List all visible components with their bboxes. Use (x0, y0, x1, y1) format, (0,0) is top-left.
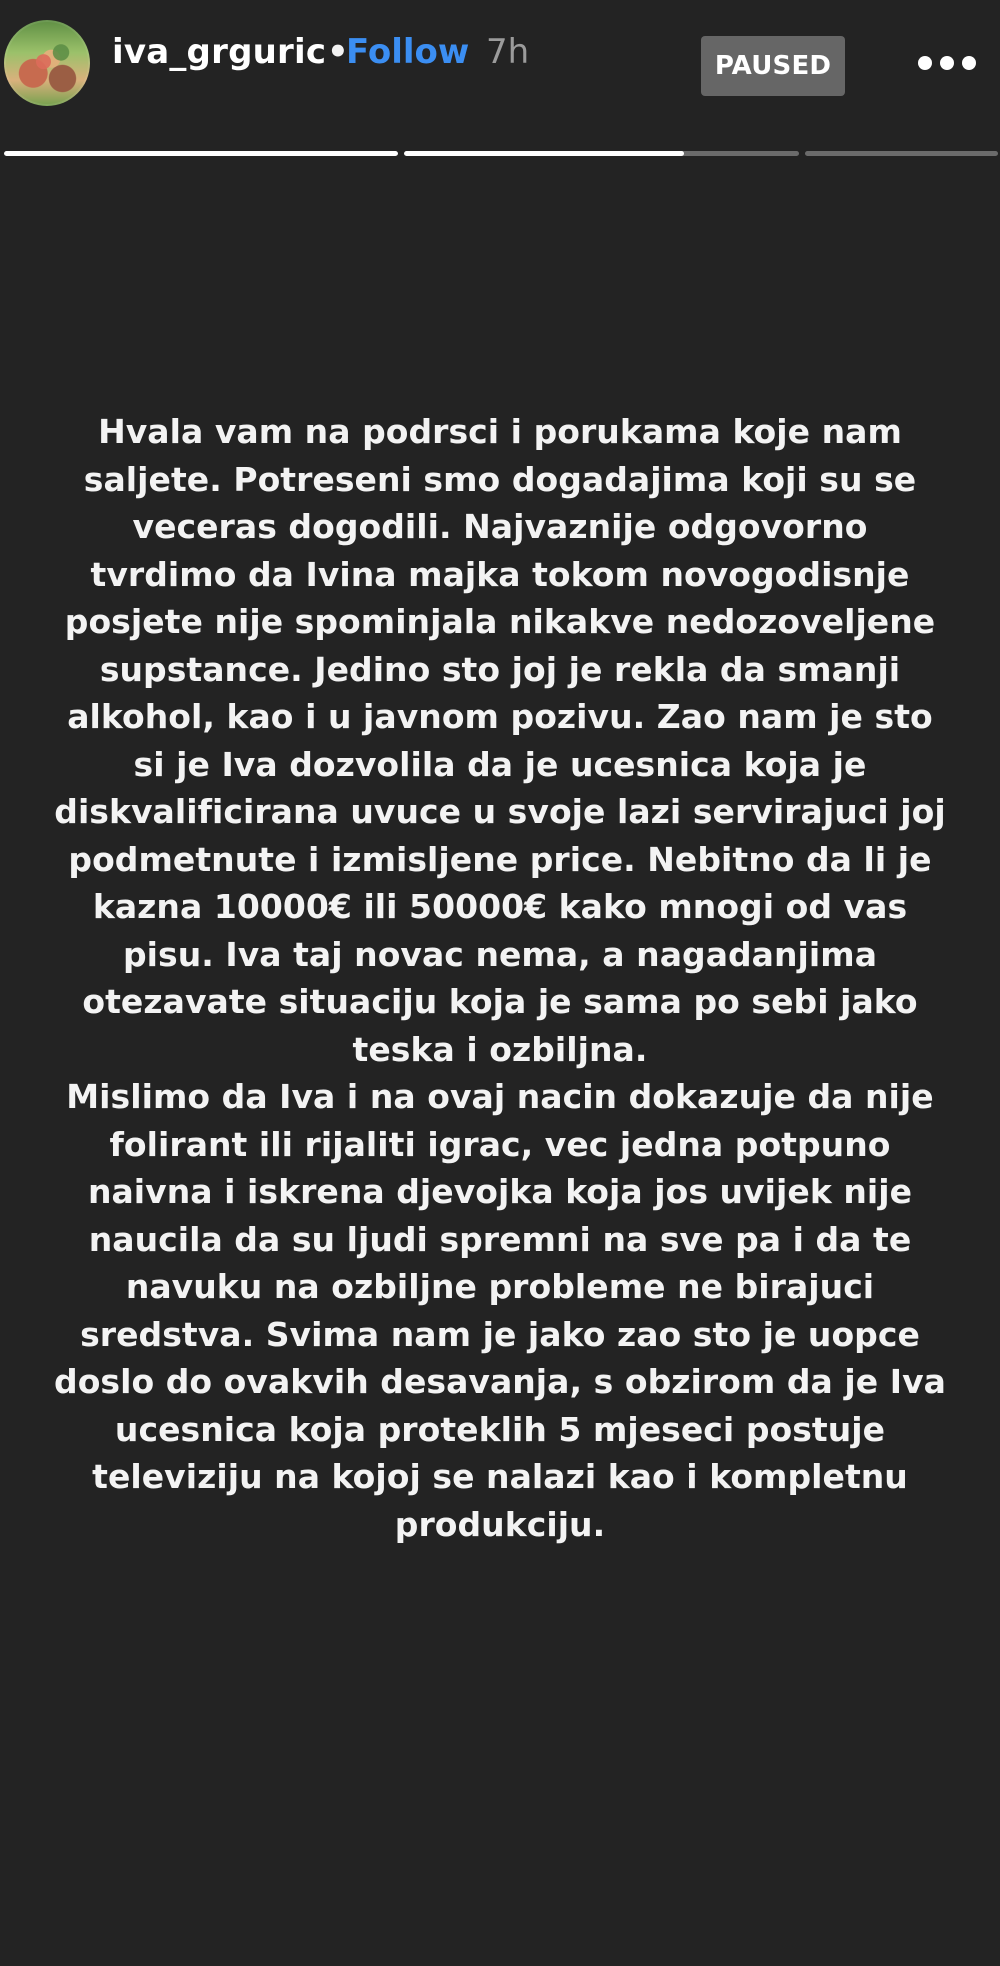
message-line: posjete nije spominjala nikakve nedozoveljene (64, 602, 936, 641)
progress-fill (4, 151, 398, 156)
story-header (0, 0, 1000, 130)
message-line: alkohol, kao i u javnom pozivu. Zao nam je sto (67, 697, 933, 736)
message-line: saljete. Potreseni smo dogadajima koji su se (83, 459, 917, 499)
paused-badge: PAUSED (701, 36, 845, 96)
more-dot-icon (918, 56, 932, 70)
message-line: pisu. Iva taj novac nema, a nagadanjima (122, 934, 878, 974)
more-dot-icon (962, 56, 976, 70)
progress-fill (404, 151, 684, 156)
message-line: veceras dogodili. Najvaznije odgovorno (132, 507, 868, 546)
message-line: si je Iva dozvolila da je ucesnica koja je (133, 744, 867, 784)
message-line: podmetnute i izmisljene price. Nebitno da li je (68, 839, 932, 879)
message-line: otezavate situaciju koja je sama po sebi jako (82, 982, 918, 1021)
message-line: produkciju. (394, 1504, 606, 1544)
message-line: televiziju na kojoj se nalazi kao i kompletnu (92, 1457, 908, 1496)
message-line: Hvala vam na podrsci i porukama koje nam (98, 412, 902, 451)
more-dot-icon (940, 56, 954, 70)
message-line: Mislimo da Iva i na ovaj nacin dokazuje da nije (66, 1077, 934, 1116)
progress-segment (404, 151, 799, 156)
message-line: tvrdimo da Ivina majka tokom novogodisnje (90, 554, 910, 594)
more-horizontal-icon[interactable] (918, 41, 976, 85)
story-progress (4, 151, 998, 156)
story-message (36, 408, 964, 1548)
message-line: supstance. Jedino sto joj je rekla da smanji (99, 649, 901, 689)
username-link[interactable]: iva_grguric (112, 32, 327, 72)
message-line: diskvalificirana uvuce u svoje lazi servirajuci joj (54, 792, 946, 831)
progress-segment (4, 151, 398, 156)
message-line: ucesnica koja proteklih 5 mjeseci postuje (114, 1409, 886, 1449)
follow-button[interactable]: Follow (346, 32, 470, 72)
profile-avatar[interactable] (4, 20, 90, 106)
message-line: doslo do ovakvih desavanja, s obzirom da je Iva (54, 1362, 946, 1401)
story-timestamp: 7h (486, 32, 530, 72)
progress-segment (805, 151, 998, 156)
header-separator: • (327, 32, 349, 72)
message-line: naucila da su ljudi spremni na sve pa i da te (88, 1219, 912, 1259)
message-line: kazna 10000€ ili 50000€ kako mnogi od vas (92, 887, 908, 926)
message-line: naivna i iskrena djevojka koja jos uvijek nije (87, 1172, 913, 1211)
message-line: sredstva. Svima nam je jako zao sto je uopce (80, 1314, 920, 1354)
message-line: teska i ozbiljna. (352, 1029, 648, 1069)
message-line: navuku na ozbiljne probleme ne birajuci (125, 1267, 875, 1306)
message-line: folirant ili rijaliti igrac, vec jedna potpuno (109, 1124, 891, 1164)
